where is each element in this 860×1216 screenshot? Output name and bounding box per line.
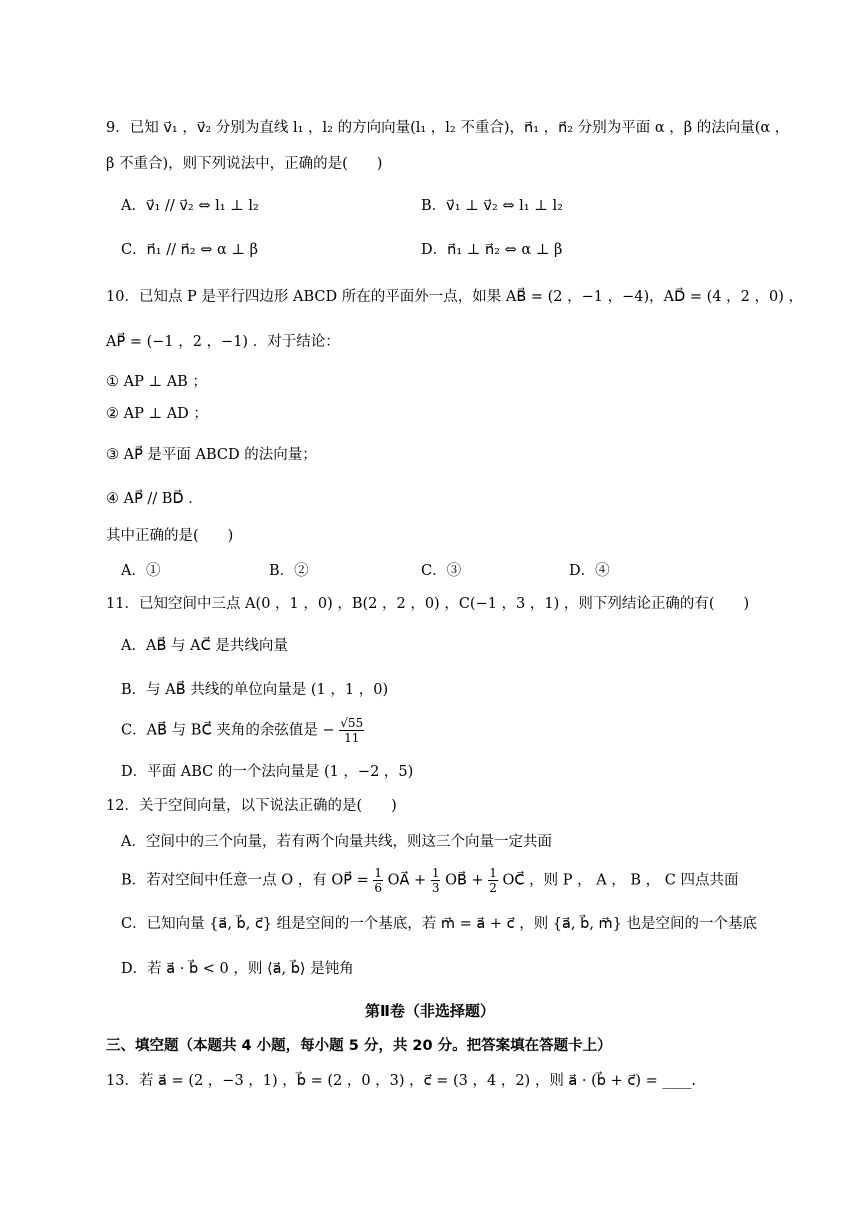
q9-option-b: B．v⃗₁ ⊥ v⃗₂ ⇔ l₁ ⊥ l₂ [421,198,563,214]
q12-option-b-part-2: OA⃗ + [387,872,427,889]
q11-option-c-text: C．AB⃗ 与 BC⃗ 夹角的余弦值是 − [121,722,335,739]
q9-option-a: A．v⃗₁ // v⃗₂ ⇔ l₁ ⊥ l₂ [121,198,259,214]
q10-conclusion-3: ③ AP⃗ 是平面 ABCD 的法向量； [106,447,317,463]
q10-prompt: 其中正确的是( ) [106,528,234,544]
q12-option-a: A．空间中的三个向量，若有两个向量共线，则这三个向量一定共面 [121,834,552,850]
q12-line-1: 12．关于空间向量，以下说法正确的是( ) [106,798,397,814]
q10-conclusion-1: ① AP ⊥ AB ； [106,374,207,390]
q10-option-b: B．② [269,563,309,579]
q12-fraction-2 [431,866,441,895]
q12-option-d: D．若 a⃗ · b⃗ < 0 ，则 ⟨a⃗, b⃗⟩ 是钝角 [121,961,354,977]
q12-fraction-3 [488,866,498,895]
fraction-numerator: 1 [431,866,440,880]
q10-line-2: AP⃗ = (−1 ，2 ，−1) ．对于结论： [106,334,340,350]
q11-option-c [121,716,364,745]
q12-option-c: C．已知向量 {a⃗, b⃗, c⃗} 组是空间的一个基底，若 m⃗ = a⃗ + c⃗ ，则 {a⃗, b⃗, m⃗} 也是空间的一个基底 [121,916,758,932]
q9-line-2: β 不重合)，则下列说法中，正确的是( ) [106,156,383,172]
q11-option-c-fraction [339,716,364,745]
q9-option-d: D．n⃗₁ ⊥ n⃗₂ ⇔ α ⊥ β [421,242,563,258]
q11-option-a: A．AB⃗ 与 AC⃗ 是共线向量 [121,638,288,654]
q10-conclusion-2: ② AP ⊥ AD ； [106,406,208,422]
q12-option-b-part-3: OB⃗ + [445,872,484,889]
q12-option-b [121,866,739,895]
fraction-denominator: 3 [431,881,440,895]
section-heading: 三、填空题（本题共 4 小题，每小题 5 分，共 20 分。把答案填在答题卡上） [106,1038,612,1054]
fraction-numerator: √55 [340,716,364,730]
q11-option-b: B．与 AB⃗ 共线的单位向量是 (1 ，1 ，0) [121,682,389,698]
q10-line-1: 10．已知点 P 是平行四边形 ABCD 所在的平面外一点，如果 AB⃗ = (2 ，−1 ，−4)，AD⃗ = (4 ，2 ，0) ， [106,289,803,305]
q9-option-c: C．n⃗₁ // n⃗₂ ⇔ α ⊥ β [121,242,258,258]
q10-option-c: C．③ [421,563,462,579]
q12-option-b-part-1: B．若对空间中任意一点 O ，有 OP⃗ = [121,872,369,889]
fraction-numerator: 1 [374,866,383,880]
fraction-numerator: 1 [489,866,497,880]
q12-option-b-part-4: OC⃗ ，则 P ， A ， B ， C 四点共面 [502,872,739,889]
q13-line-1: 13．若 a⃗ = (2 ，−3 ，1) ，b⃗ = (2 ，0 ，3) ，c⃗ = (3 ，4 ，2) ，则 a⃗ · (b⃗ + c⃗) = ____. [106,1073,696,1089]
fraction-denominator: 11 [344,731,360,745]
fraction-denominator: 6 [374,881,383,895]
q9-line-1: 9．已知 v⃗₁ ，v⃗₂ 分别为直线 l₁ ，l₂ 的方向向量(l₁ ，l₂ 不重合)，n⃗₁ ，n⃗₂ 分别为平面 α ，β 的法向量(α ， [106,120,790,136]
q10-conclusion-4: ④ AP⃗ // BD⃗ ． [106,491,203,507]
section-title: 第Ⅱ卷（非选择题） [365,1002,495,1020]
q11-option-d: D．平面 ABC 的一个法向量是 (1 ，−2 ，5) [121,764,414,780]
q12-fraction-1 [373,866,383,895]
fraction-denominator: 2 [489,881,497,895]
q10-option-d: D．④ [569,563,610,579]
q10-option-a: A．① [121,563,161,579]
q11-line-1: 11．已知空间中三点 A(0 ，1 ，0) ，B(2 ，2 ，0) ，C(−1 ，3 ，1) ，则下列结论正确的有( ) [106,596,750,612]
